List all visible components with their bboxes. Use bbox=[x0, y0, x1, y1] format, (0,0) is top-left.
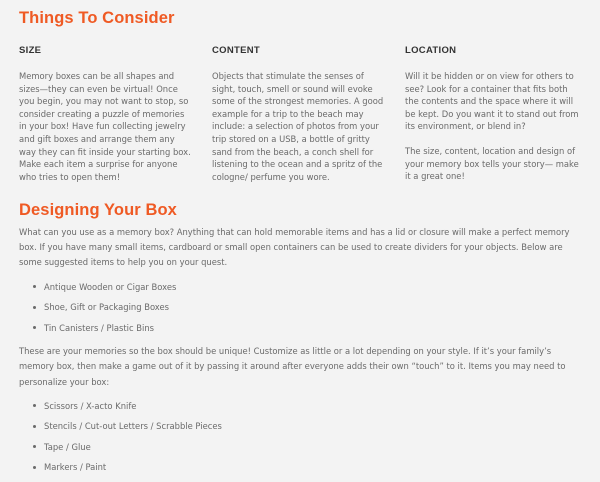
bullet-icon bbox=[33, 445, 36, 448]
column-text-location-1: Will it be hidden or on view for others to see? Look for a container that fits both the contents and the space where it will be kept. Do you want it to stand out from its environment, or blend in? bbox=[405, 71, 579, 132]
container-list bbox=[19, 281, 579, 343]
column-text-size: Memory boxes can be all shapes and sizes—they can even be virtual! Once you begin, you may not want to stop, so consider creating a puzzle of memories in your box! Have fun collecting jewelry and gift boxes and arrange them any way they can fit inside your starting box. Make each item a surprise for anyone who tries to open them! bbox=[19, 71, 191, 182]
supply-list bbox=[19, 400, 579, 482]
column-heading-location: LOCATION bbox=[405, 45, 457, 56]
bullet-icon bbox=[33, 466, 36, 469]
list-item: Antique Wooden or Cigar Boxes bbox=[19, 281, 579, 302]
middle-paragraph: These are your memories so the box should be unique! Customize as little or a lot depending on your style. If it’s your family’s memory box, then make a game out of it by passing it around after everyone adds their own “touch” to it. Items you may need to personalize your box: bbox=[19, 346, 566, 387]
bullet-icon bbox=[33, 306, 36, 309]
column-heading-size: SIZE bbox=[19, 45, 42, 56]
designing-body bbox=[19, 225, 579, 482]
bullet-icon bbox=[33, 404, 36, 407]
list-item: Shoe, Gift or Packaging Boxes bbox=[19, 301, 579, 322]
list-item: Scissors / X-acto Knife bbox=[19, 400, 579, 421]
column-text-content: Objects that stimulate the senses of sight, touch, smell or sound will evoke some of the strongest memories. A good example for a trip to the beach may include: a selection of photos from your trip stored on a USB, a bottle of gritty sand from the beach, a conch shell for listening to the ocean and a spritz of the cologne/ perfume you wore. bbox=[212, 71, 384, 182]
list-item: Stencils / Cut-out Letters / Scrabble Pieces bbox=[19, 420, 579, 441]
column-heading-content: CONTENT bbox=[212, 45, 261, 56]
bullet-icon bbox=[33, 326, 36, 329]
column-content bbox=[212, 45, 386, 183]
column-text-location-2: The size, content, location and design of your memory box tells your story— make it a great one! bbox=[405, 145, 579, 182]
list-item: Tin Canisters / Plastic Bins bbox=[19, 322, 579, 343]
section-title-things-to-consider: Things To Consider bbox=[19, 9, 175, 27]
bullet-icon bbox=[33, 285, 36, 288]
column-location bbox=[405, 45, 579, 183]
intro-paragraph: What can you use as a memory box? Anything that can hold memorable items and has a lid or closure will make a perfect memory box. If you have many small items, cardboard or small open containers can be used to create dividers for your objects. Below are some suggested items to help you on your quest. bbox=[19, 227, 570, 268]
section-title-designing-your-box: Designing Your Box bbox=[19, 201, 177, 219]
list-item: Markers / Paint bbox=[19, 461, 579, 482]
bullet-icon bbox=[33, 425, 36, 428]
list-item: Tape / Glue bbox=[19, 441, 579, 462]
column-size bbox=[19, 45, 193, 183]
